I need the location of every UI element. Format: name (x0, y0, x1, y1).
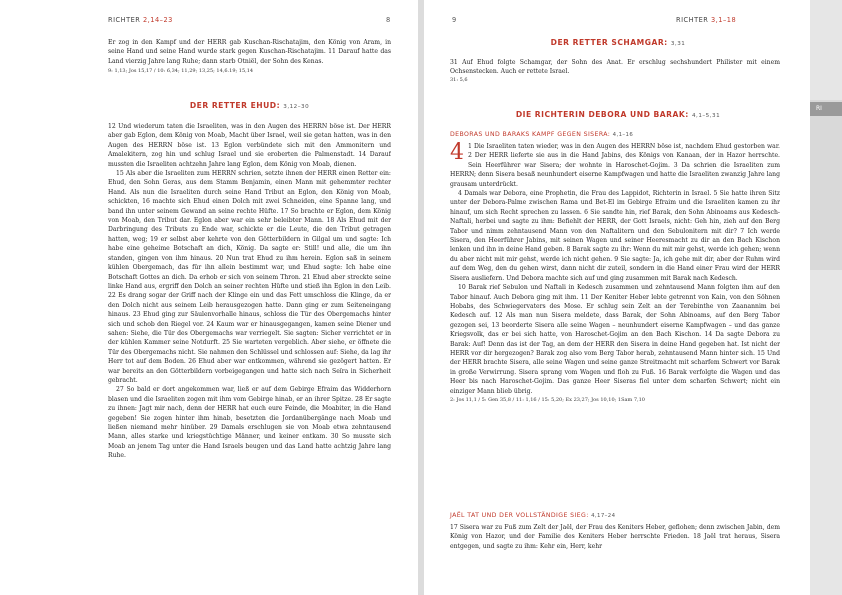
page-number-right: 9 (452, 16, 457, 24)
subheading-title: JAËL TAT UND DER VOLLSTÄNDIGE SIEG: (450, 512, 589, 519)
thumb-index-tab[interactable] (810, 100, 842, 270)
schamgar-refs: 31: 5,6 (450, 76, 468, 83)
heading-title: DER RETTER EHUD: (189, 101, 281, 110)
subheading-ref: 4,17–24 (591, 513, 616, 519)
intro-refs: 9: 1,13; Jos 15,17 / 10: 6,34; 11,29; 13,25; 14,6.19; 15,14 (108, 68, 254, 75)
heading-title: DIE RICHTERIN DEBORA UND BARAK: (515, 110, 689, 119)
subheading-kampf (450, 131, 780, 138)
running-head-ref: 2,14–23 (142, 16, 173, 24)
subheading-title: DEBORAS UND BARAKS KAMPF GEGEN SISERA: (450, 131, 611, 138)
section-heading-ehud (108, 101, 391, 110)
thumb-index-strip (810, 0, 842, 595)
running-head-right (676, 16, 736, 26)
heading-ref: 4,1–5,31 (691, 113, 721, 119)
heading-ref: 3,12–30 (283, 104, 310, 110)
running-head-book: RICHTER (108, 16, 141, 24)
paragraph: 15 Als aber die Israeliten zum HERRN schrien, setzte ihnen der HERR einen Retter ein: Ehud, den Sohn Geras, aus dem Stamm Benjamin, einen Mann mit gehemmter rechter Hand. Als nun die Israeliten durch seine Hand Tribut an Eglon, den König von Moab, schickten, 16 machte sich Ehud einen Dolch mit zwei Schneiden, eine Spanne lang, und band ihn unter seinem Gewand an seine rechte Hüfte. 17 So brachte er Eglon, dem König von Moab, den Tribut dar. Eglon aber war ein sehr beleibter Mann. 18 Als Ehud mit der Darbringung des Tributs zu Ende war, schickte er die Leute, die den Tribut getragen hatten, weg; 19 er selbst aber kehrte von den Götterbildern in Gilgal um und sagte: Ich habe eine geheime Botschaft an dich, König. Da sagte er: Still! und alle, die um ihn standen, gingen von ihm hinaus. 20 Nun trat Ehud zu ihm herein. Eglon saß in seinem kühlen Obergemach, das für ihn allein bestimmt war, und Ehud sagte: Ich habe eine Botschaft Gottes an dich. Da erhob er sich von seinem Thron. 21 Ehud aber streckte seine linke Hand aus, ergriff den Dolch an seiner rechten Hüfte und stieß ihn Eglon in den Leib. 22 Es drang sogar der Griff nach der Klinge ein und das Fett umschloss die Klinge, da er den Dolch nicht aus seinem Leib herausgezogen hatte. Dann ging er zum Seiteneingang hinaus. 23 Ehud ging zur Säulenvorhalle hinaus, schloss die Tür des Obergemachs hinter sich und schob den Riegel vor. 24 Kaum war er hinausgegangen, kamen seine Diener und sahen: Siehe, die Tür des Obergemachs war verriegelt. Sie sagten: Sicher verrichtet er in der kühlen Kammer seine Notdurft. 25 Sie warteten vergeblich. Aber siehe, er öffnete die Tür des Obergemachs nicht. Sie nahmen den Schlüssel und schlossen auf: Siehe, da lag ihr Herr tot auf dem Boden. 26 Ehud aber war entkommen, während sie gezögert hatten. Er war bereits an den Götterbildern vorbeigegangen und hatte sich nach Seïra in Sicherheit gebracht. (108, 170, 391, 384)
paragraph: 4 Damals war Debora, eine Prophetin, die Frau des Lappidot, Richterin in Israel. 5 Sie hatte ihren Sitz unter der Debora-Palme zwischen Rama und Bet-El im Gebirge Efraim und die Israeliten kamen zu ihr hinauf, um sich Recht sprechen zu lassen. 6 Sie sandte hin, rief Barak, den Sohn Abinoams aus Kedesch-Naftali, herbei und sagte zu ihm: Befiehlt der HERR, der Gott Israels, nicht: Geh hin, zieh auf den Berg Tabor und nimm zehntausend Mann von den Naftalitern und den Sebulonitern mit dir? 7 Ich werde Sisera, den Heerführer Jabins, mit seinen Wagen und seiner Heeresmacht zu dir an den Bach Kischon lenken und ihn in deine Hand geben. 8 Barak sagte zu ihr: Wenn du mit mir gehst, werde ich gehen; wenn du aber nicht mit mir gehst, werde ich nicht gehen. 9 Sie sagte: Ja, ich gehe mit dir, aber der Ruhm wird auf dem Weg, den du gehen wirst, dann nicht dir zuteil, sondern in die Hand einer Frau wird der HERR Sisera ausliefern. Und Debora machte sich auf und ging zusammen mit Barak nach Kedesch. (450, 190, 780, 282)
intro-text: Er zog in den Kampf und der HERR gab Kuschan-Rischatajim, den König von Aram, in seine Hand und seine Hand wurde stark gegen Kuschan-Rischatajim. 11 Darauf hatte das Land vierzig Jahre lang Ruhe; dann starb Otniël, der Sohn des Kenas. (108, 39, 391, 65)
paragraph: 10 Barak rief Sebulon und Naftali in Kedesch zusammen und zehntausend Mann folgten ihm auf den Tabor hinauf. Auch Debora ging mit ihm. 11 Der Keniter Heber lebte getrennt von Kain, von den Söhnen Hobabs, des Schwiegervaters des Mose. Er schlug sein Zelt an der Terebinthe von Zaanannim bei Kedesch auf. 12 Als man nun Sisera meldete, dass Barak, der Sohn Abinoams, auf den Berg Tabor gezogen sei, 13 beorderte Sisera alle seine Wagen – neunhundert eiserne Kampfwagen – und das ganze Kriegsvolk, das er bei sich hatte, von Haroschet-Gojim an den Bach Kischon. 14 Da sagte Debora zu Barak: Auf! Denn das ist der Tag, an dem der HERR den Sisera in deine Hand gegeben hat. Ist nicht der HERR vor dir hergezogen? Barak zog also vom Berg Tabor herab, zehntausend Mann hinter sich. 15 Und der HERR brachte Sisera, alle seine Wagen und seine ganze Streitmacht mit scharfem Schwert vor Barak in große Verwirrung. Sisera sprang vom Wagen und floh zu Fuß. 16 Barak verfolgte die Wagen und das Heer bis nach Haroschet-Gojim. Das ganze Heer Siseras fiel unter dem scharfen Schwert; nicht ein einziger Mann blieb übrig. (450, 284, 780, 395)
section-heading-schamgar (450, 38, 786, 47)
schamgar-passage (450, 58, 780, 84)
ehud-passage (108, 122, 391, 532)
paragraph: 12 Und wiederum taten die Israeliten, was in den Augen des HERRN böse ist. Der HERR aber gab Eglon, dem König von Moab, Macht über Israel, weil sie getan hatten, was in den Augen des HERRN böse ist. 13 Eglon verbündete sich mit den Ammonitern und Amalekitern, zog hin und schlug Israel und sie eroberten die Palmenstadt. 14 Darauf mussten die Israeliten achtzehn Jahre lang Eglon, dem König von Moab, dienen. (108, 123, 391, 168)
heading-ref: 3,31 (670, 41, 686, 47)
debora-refs: 2: Jos 11,1 / 5: Gen 35,8 / 11: 1,16 / 15: 5,20; Ex 23,27; Jos 10,10; 1Sam 7,10 (450, 396, 645, 403)
running-head-left (108, 16, 173, 26)
jael-passage (450, 523, 780, 579)
paragraph: 17 Sisera war zu Fuß zum Zelt der Jaël, der Frau des Keniters Heber, geflohen; denn zwischen Jabin, dem König von Hazor, und der Familie des Keniters Heber herrschte Frieden. 18 Jaël trat heraus, Sisera entgegen, und sagte zu ihm: Kehr ein, Herr, kehr (450, 524, 780, 550)
running-head-book: RICHTER (676, 16, 709, 24)
paragraph (450, 142, 780, 189)
intro-passage (108, 38, 391, 76)
page-number-left: 8 (386, 16, 391, 24)
paragraph: 31 Auf Ehud folgte Schamgar, der Sohn des Anat. Er erschlug sechshundert Philister mit einem Ochsenstecken. Auch er rettete Israel. (450, 59, 780, 76)
left-page (0, 0, 418, 595)
thumb-index-marker[interactable]: RI (810, 102, 842, 116)
debora-passage (450, 142, 780, 504)
subheading-ref: 4,1–16 (612, 132, 634, 138)
paragraph-text: 1 Die Israeliten taten wieder, was in den Augen des HERRN böse ist, nachdem Ehud gestorben war. 2 Der HERR lieferte sie aus in die Hand Jabins, des Königs von Kanaan, der in Hazor herrschte. Sein Heerführer war Sisera; der wohnte in Haroschet-Gojim. 3 Da schrien die Israeliten zum HERRN; denn Sisera besaß neunhundert eiserne Kampfwagen und hatte die Israeliten zwanzig Jahre lang grausam unterdrückt. (450, 143, 780, 188)
heading-title: DER RETTER SCHAMGAR: (550, 38, 668, 47)
running-head-ref: 3,1–18 (710, 16, 737, 24)
paragraph: 27 So bald er dort angekommen war, ließ er auf dem Gebirge Efraim das Widderhorn blasen und die Israeliten zogen mit ihm vom Gebirge hinab, er an ihrer Spitze. 28 Er sagte zu ihnen: Jagt mir nach, denn der HERR hat euch eure Feinde, die Moabiter, in die Hand gegeben! Sie zogen hinter ihm hinab, besetzten die Jordanübergänge nach Moab und ließen niemand mehr hinüber. 29 Damals erschlugen sie von Moab etwa zehntausend Mann, alles starke und kriegstüchtige Männer, und keiner entkam. 30 So musste sich Moab an jenem Tag unter die Hand Israels beugen und das Land hatte achtzig Jahre lang Ruhe. (108, 386, 391, 460)
section-heading-debora (450, 110, 786, 119)
chapter-dropcap: 4 (450, 142, 464, 165)
right-page (424, 0, 810, 595)
subheading-jael (450, 512, 780, 519)
